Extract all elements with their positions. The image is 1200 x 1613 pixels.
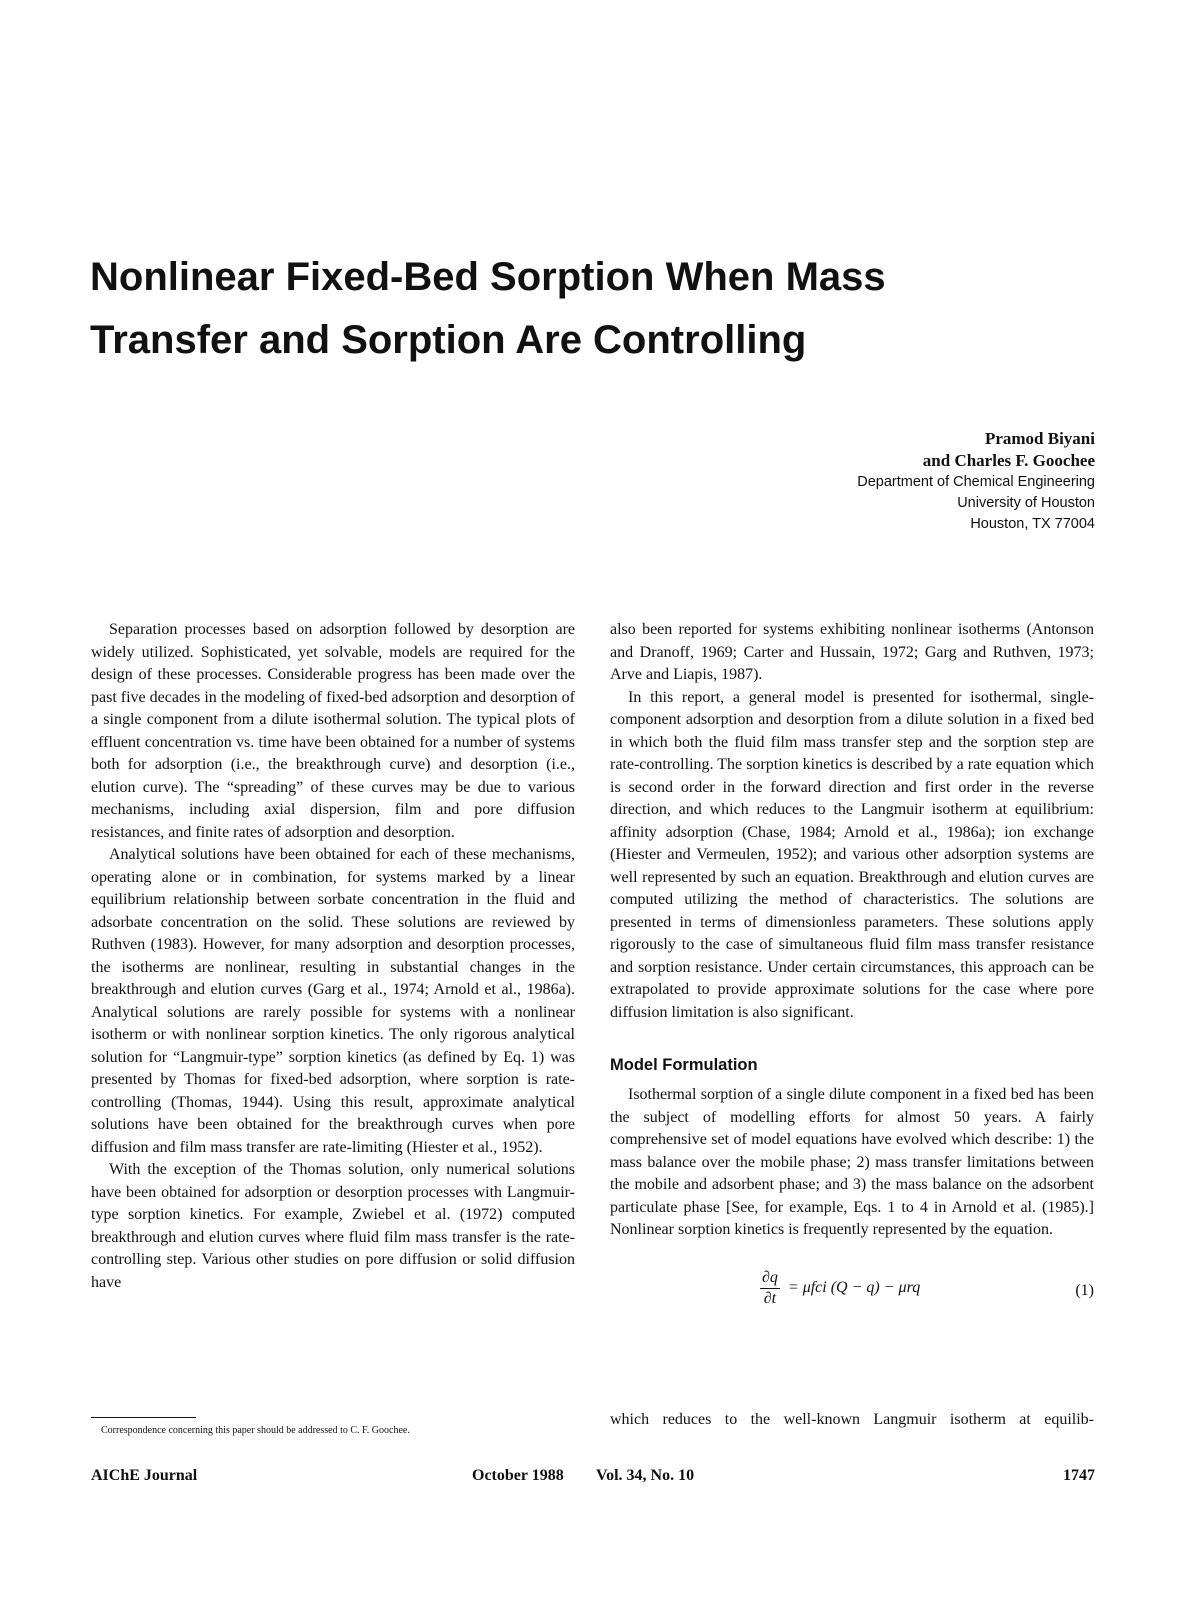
- intro-paragraph-5: In this report, a general model is presented for isothermal, single-component adsorption and desorption from a dilute solution in a fixed bed in which both the fluid film mass transfer step and the sorption step are rate-controlling. The sorption kinetics is described by a rate equation which is second order in the forward direction and first order in the reverse direction, and which reduces to the Langmuir isotherm at equilibrium: affinity adsorption (Chase, 1984; Arnold et al., 1986a); ion exchange (Hiester and Vermeulen, 1952); and various other adsorption systems are well represented by such an equation. Breakthrough and elution curves are computed utilizing the method of characteristics. The solutions are presented in terms of dimensionless parameters. These solutions apply rigorously to the case of simultaneous fluid film mass transfer resistance and sorption resistance. Under certain circumstances, this approach can be extrapolated to provide approximate solutions for the case where pore diffusion limitation is also significant.: [610, 688, 1094, 1021]
- model-paragraph-2: which reduces to the well-known Langmuir isotherm at equilib-: [610, 1411, 1094, 1428]
- footer-volume: Vol. 34, No. 10: [596, 1467, 695, 1484]
- section-heading-model-formulation: Model Formulation: [610, 1056, 758, 1074]
- author-name-1: Pramod Biyani: [984, 429, 1095, 448]
- model-paragraph-1: Isothermal sorption of a single dilute component in a fixed bed has been the subject of modelling efforts for almost 50 years. A fairly comprehensive set of model equations have evolved which describe: 1) the mass balance over the mobile phase; 2) mass transfer limitations between the mobile and adsorbent phase; and 3) the mass balance on the adsorbent particulate phase [See, for example, Eqs. 1 to 4 in Arnold et al. (1985).] Nonlinear sorption kinetics is frequently represented by the equation.: [610, 1086, 1094, 1238]
- footer-page-number: 1747: [1063, 1467, 1095, 1484]
- author-name-2: and Charles F. Goochee: [922, 451, 1095, 470]
- affiliation-department: Department of Chemical Engineering: [857, 474, 1095, 490]
- title-line-2: Transfer and Sorption Are Controlling: [90, 318, 807, 362]
- intro-paragraph-2: Analytical solutions have been obtained for each of these mechanisms, operating alone or in combination, for systems marked by a linear equilibrium relationship between sorbate concentration in the fluid and adsorbate concentration on the solid. These solutions are reviewed by Ruthven (1983). However, for many adsorption and desorption processes, the isotherms are nonlinear, resulting in substantial changes in the breakthrough and elution curves (Garg et al., 1974; Arnold et al., 1986a). Analytical solutions are rarely possible for systems with a nonlinear isotherm or with nonlinear sorption kinetics. The only rigorous analytical solution for “Langmuir-type” sorption kinetics (as defined by Eq. 1) was presented by Thomas for fixed-bed adsorption, where sorption is rate-controlling (Thomas, 1944). Using this result, approximate analytical solutions have been obtained for the breakthrough curves when pore diffusion and film mass transfer are rate-limiting (Hiester et al., 1952).: [91, 846, 575, 1156]
- author-block: [857, 428, 1095, 535]
- footer-date: October 1988: [472, 1467, 564, 1484]
- affiliation-university: University of Houston: [957, 495, 1095, 511]
- footnote-divider: [91, 1417, 196, 1418]
- intro-paragraph-1: Separation processes based on adsorption followed by desorption are widely utilized. Sophisticated, yet solvable, models are required for the design of these processes. Considerable progress has been made over the past five decades in the modeling of fixed-bed adsorption and desorption of a single component from a dilute isothermal solution. The typical plots of effluent concentration vs. time have been obtained for a number of systems both for adsorption (i.e., the breakthrough curve) and desorption (i.e., elution curve). The “spreading” of these curves may be due to various mechanisms, including axial dispersion, film and pore diffusion resistances, and finite rates of adsorption and desorption.: [91, 621, 575, 841]
- title-line-1: Nonlinear Fixed-Bed Sorption When Mass: [90, 255, 886, 299]
- affiliation-address: Houston, TX 77004: [970, 516, 1095, 532]
- intro-paragraph-4: also been reported for systems exhibiting nonlinear isotherms (Antonson and Dranoff, 1969; Carter and Hussain, 1972; Garg and Ruthven, 1973; Arve and Liapis, 1987).: [610, 621, 1094, 683]
- equation-numerator: ∂q: [760, 1268, 780, 1289]
- equation-number: (1): [1075, 1281, 1094, 1299]
- equation-1: [610, 1260, 1094, 1312]
- equation-denominator: ∂t: [763, 1289, 777, 1307]
- equation-rhs: = μfci (Q − q) − μrq: [787, 1278, 921, 1296]
- left-column: [91, 619, 575, 1294]
- equation-body: [760, 1268, 920, 1309]
- intro-paragraph-3: With the exception of the Thomas solution, only numerical solutions have been obtained for adsorption or desorption processes with Langmuir-type sorption kinetics. For example, Zwiebel et al. (1972) computed breakthrough and elution curves where fluid film mass transfer is the rate-controlling step. Various other studies on pore diffusion or solid diffusion have: [91, 1161, 575, 1291]
- footer-journal-name: AIChE Journal: [91, 1467, 198, 1484]
- right-column: [610, 619, 1094, 1428]
- correspondence-footnote: Correspondence concerning this paper should be addressed to C. F. Goochee.: [101, 1425, 410, 1436]
- paper-title: [90, 246, 1110, 372]
- equation-fraction: [760, 1268, 780, 1309]
